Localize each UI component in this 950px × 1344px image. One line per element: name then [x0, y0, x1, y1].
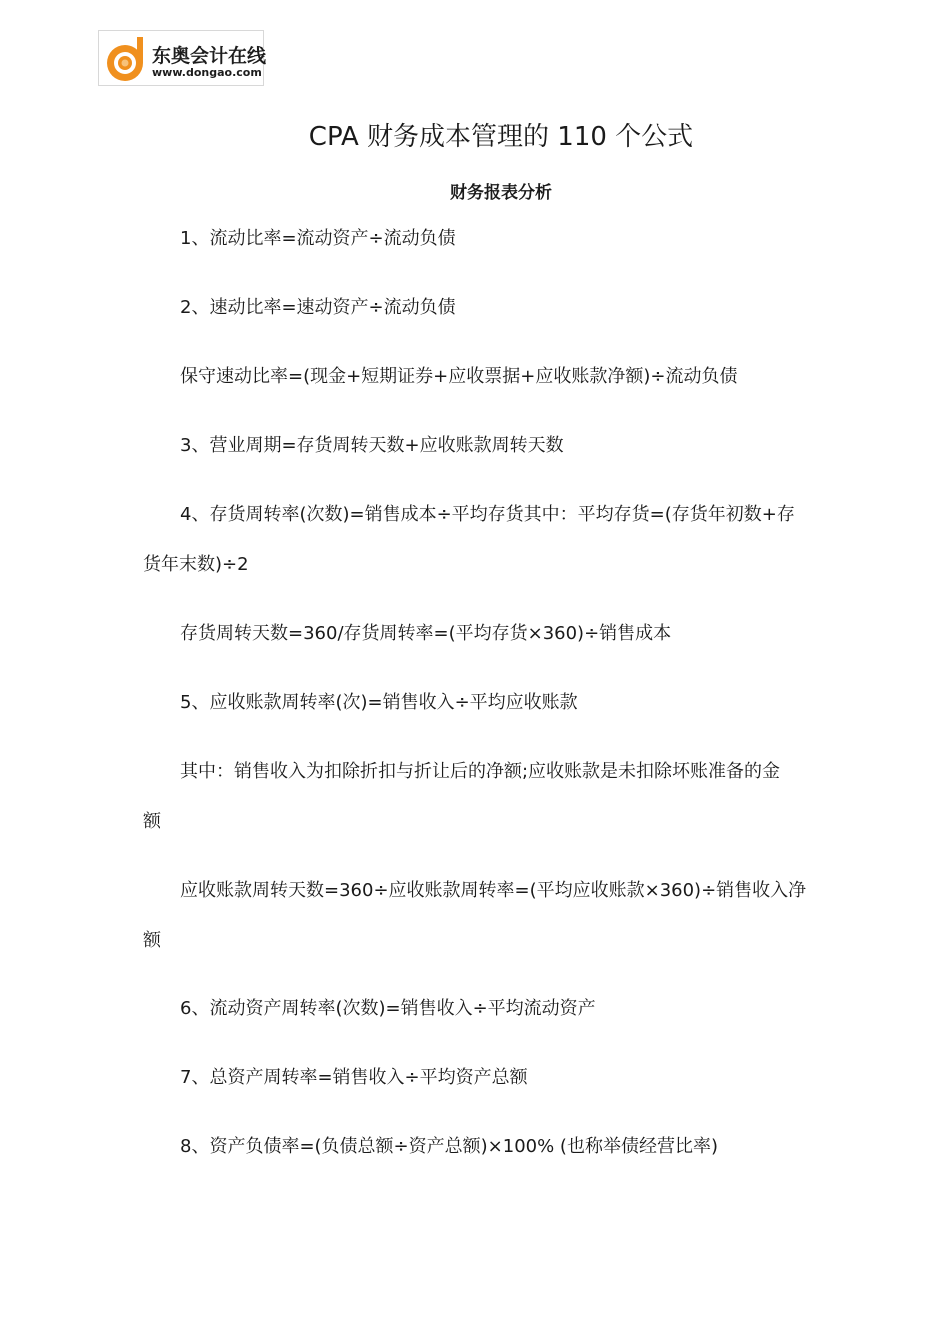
formula-line: 应收账款周转天数=360÷应收账款周转率=(平均应收账款×360)÷销售收入净: [180, 880, 807, 901]
section-heading: 财务报表分析: [450, 183, 552, 203]
formula-line: 4、存货周转率(次数)=销售成本÷平均存货其中：平均存货=(存货年初数+存: [180, 504, 795, 525]
formula-line: 3、营业周期=存货周转天数+应收账款周转天数: [180, 435, 564, 456]
formula-line: 保守速动比率=(现金+短期证券+应收票据+应收账款净额)÷流动负债: [180, 366, 738, 387]
formula-line: 其中：销售收入为扣除折扣与折让后的净额;应收账款是未扣除坏账准备的金: [180, 761, 781, 782]
logo-name: 东奥会计在线: [152, 45, 267, 67]
dongao-logo-icon: [101, 35, 151, 83]
formula-line: 1、流动比率=流动资产÷流动负债: [180, 228, 456, 249]
formula-line-continued: 额: [143, 930, 161, 951]
formula-line: 8、资产负债率=(负债总额÷资产总额)×100% (也称举债经营比率): [180, 1136, 718, 1157]
formula-line: 7、总资产周转率=销售收入÷平均资产总额: [180, 1067, 528, 1088]
logo-url: www.dongao.com: [152, 66, 262, 79]
site-logo: [98, 30, 267, 86]
formula-line-continued: 额: [143, 811, 161, 832]
formula-line-continued: 货年末数)÷2: [143, 554, 249, 575]
formula-line: 2、速动比率=速动资产÷流动负债: [180, 297, 456, 318]
formula-line: 5、应收账款周转率(次)=销售收入÷平均应收账款: [180, 692, 578, 713]
formula-line: 存货周转天数=360/存货周转率=(平均存货×360)÷销售成本: [180, 623, 672, 644]
document-title: CPA 财务成本管理的 110 个公式: [308, 122, 694, 152]
formula-line: 6、流动资产周转率(次数)=销售收入÷平均流动资产: [180, 998, 596, 1019]
